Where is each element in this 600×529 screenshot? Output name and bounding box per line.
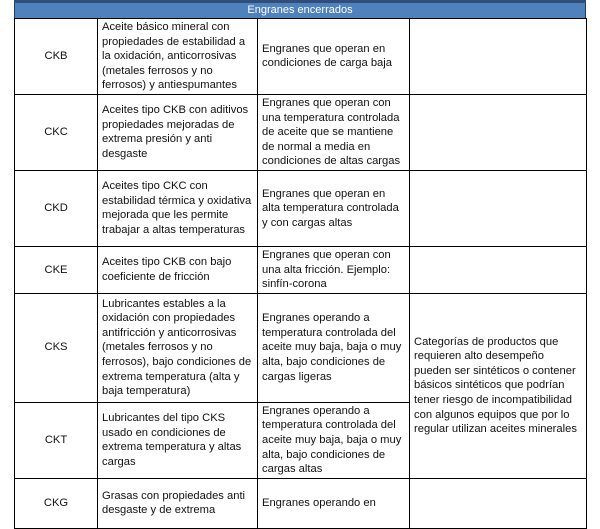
iso-code-cell: CKD [15, 170, 98, 246]
description-cell: Lubricantes estables a la oxidación con propiedades antifricción y anticorrosivas (metales ferrosos y no ferrosos), bajo condiciones de extrema temperatura (alta y baja temperatura) [98, 293, 258, 402]
application-cell: Engranes operando en [258, 478, 410, 528]
notes-cell [410, 170, 587, 246]
description-cell: Aceites tipo CKC con estabilidad térmica y oxidativa mejorada que les permite trabajar a altas temperaturas [98, 170, 258, 246]
application-cell: Engranes operando a temperatura controlada del aceite muy baja, baja o muy alta, bajo condiciones de cargas ligeras [258, 293, 410, 402]
table-row [15, 94, 587, 170]
application-cell: Engranes que operan con una alta fricción. Ejemplo: sinfín-corona [258, 246, 410, 293]
table-row [15, 293, 587, 402]
table-row [15, 170, 587, 246]
description-cell: Grasas con propiedades anti desgaste y de extrema [98, 478, 258, 528]
table-row [15, 19, 587, 95]
lubricant-table [14, 18, 587, 529]
description-cell: Lubricantes del tipo CKS usado en condiciones de extrema temperatura y altas cargas [98, 402, 258, 478]
iso-code-cell: CKG [15, 478, 98, 528]
description-cell: Aceite básico mineral con propiedades de estabilidad a la oxidación, anticorrosivas (metales ferrosos y no ferrosos) y antiespumantes [98, 19, 258, 95]
application-cell: Engranes que operan en alta temperatura controlada y con cargas altas [258, 170, 410, 246]
table-row [15, 246, 587, 293]
notes-cell: Categorías de productos que requieren alto desempeño pueden ser sintéticos o contener básicos sintéticos que podrían tener riesgo de incompatibilidad con algunos equipos que por lo regular utilizan aceites minerales [410, 293, 587, 478]
iso-code-cell: CKB [15, 19, 98, 95]
notes-cell [410, 19, 587, 95]
notes-cell [410, 94, 587, 170]
notes-cell [410, 478, 587, 528]
iso-code-cell: CKT [15, 402, 98, 478]
description-cell: Aceites tipo CKB con aditivos propiedades mejoradas de extrema presión y anti desgaste [98, 94, 258, 170]
application-cell: Engranes operando a temperatura controlada del aceite muy baja, baja o muy alta, bajo condiciones de cargas altas [258, 402, 410, 478]
notes-cell [410, 246, 587, 293]
iso-code-cell: CKS [15, 293, 98, 402]
iso-code-cell: CKC [15, 94, 98, 170]
table-row [15, 478, 587, 528]
iso-code-cell: CKE [15, 246, 98, 293]
application-cell: Engranes que operan en condiciones de carga baja [258, 19, 410, 95]
application-cell: Engranes que operan con una temperatura controlada de aceite que se mantiene de normal a media en condiciones de altas cargas [258, 94, 410, 170]
description-cell: Aceites tipo CKB con bajo coeficiente de fricción [98, 246, 258, 293]
section-header: Engranes encerrados [14, 3, 586, 18]
